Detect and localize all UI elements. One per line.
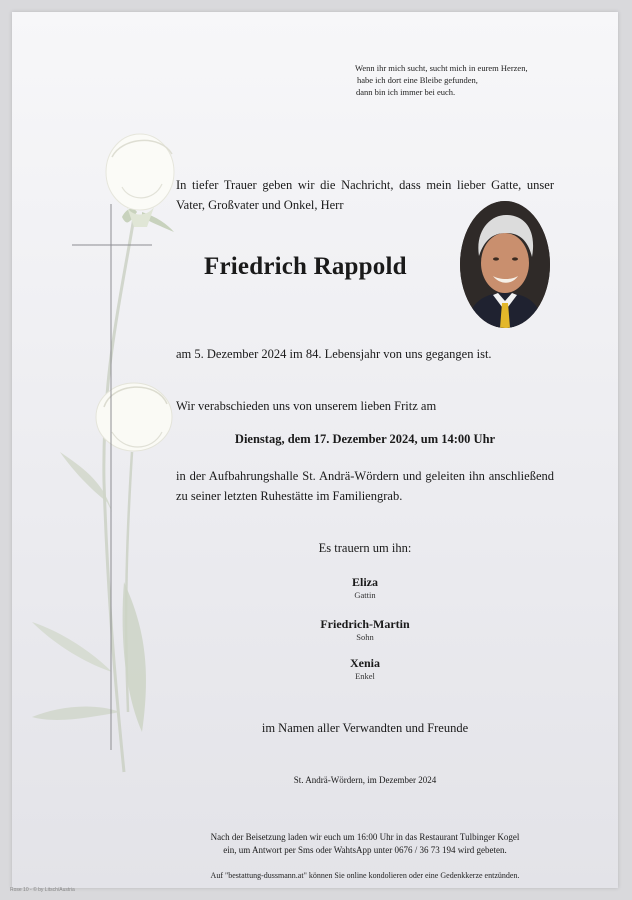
mourner-name: Xenia: [350, 656, 380, 670]
portrait-photo: [460, 201, 550, 328]
rose-bud-top: [106, 134, 174, 227]
mourner-item: [176, 575, 554, 601]
reception-note: [150, 831, 580, 857]
rose-bloom-middle: [96, 383, 172, 451]
memorial-poem: [355, 62, 595, 98]
rose-cross-decoration: [12, 12, 618, 888]
ceremony-date: Dienstag, dem 17. Dezember 2024, um 14:00 Uhr: [234, 432, 496, 446]
poem-line: dann bin ich immer bei euch.: [356, 87, 456, 97]
mourners-heading: Es trauern um ihn:: [318, 541, 412, 555]
poem-line: Wenn ihr mich sucht, sucht mich in eurem Herzen,: [355, 63, 528, 73]
mourner-item: [176, 617, 554, 643]
intro-text: In tiefer Trauer geben wir die Nachricht, dass mein lieber Gatte, unser Vater, Großvater und Onkel, Herr: [176, 178, 554, 212]
reception-line: Nach der Beisetzung laden wir euch um 16:00 Uhr in das Restaurant Tulbinger Kogel: [210, 832, 520, 842]
reception-line: ein, um Antwort per Sms oder WahtsApp unter 0676 / 36 73 194 wird gebeten.: [223, 845, 507, 855]
farewell-text: Wir verabschieden uns von unserem lieben Fritz am: [176, 399, 437, 413]
deceased-name: Friedrich Rappold: [204, 253, 407, 280]
mourner-name: Eliza: [352, 575, 378, 589]
mourner-relation: Enkel: [355, 671, 375, 681]
online-condolence-note: Auf "bestattung-dussmann.at" können Sie online kondolieren oder eine Gedenkkerze entzünden.: [210, 871, 520, 880]
mourner-relation: Sohn: [356, 632, 374, 642]
image-credit: Rose 10 - © by Litsch/Austria: [10, 887, 75, 893]
place-date: St. Andrä-Wördern, im Dezember 2024: [293, 775, 437, 785]
mourner-item: [176, 656, 554, 682]
relatives-text: im Namen aller Verwandten und Freunde: [261, 721, 469, 735]
poem-line: habe ich dort eine Bleibe gefunden,: [357, 75, 478, 85]
ceremony-place: in der Aufbahrungshalle St. Andrä-Wördern und geleiten ihn anschließend zu seiner letzten Ruhestätte im Familiengrab.: [176, 469, 554, 503]
mourner-relation: Gattin: [354, 590, 376, 600]
death-notice: am 5. Dezember 2024 im 84. Lebensjahr von uns gegangen ist.: [176, 347, 492, 361]
mourner-name: Friedrich-Martin: [320, 617, 410, 631]
